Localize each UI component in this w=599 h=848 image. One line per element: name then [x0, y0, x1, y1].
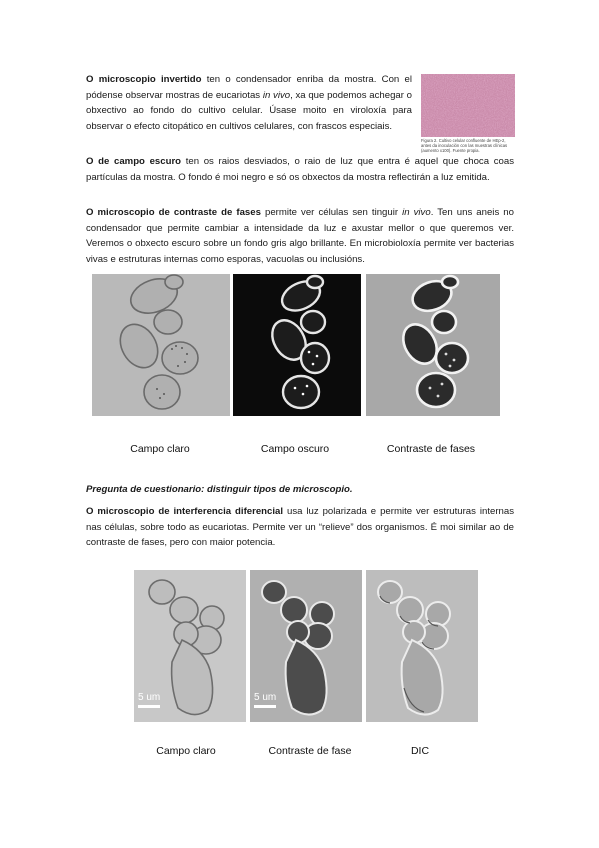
- term-inverted-microscope: O microscopio invertido: [86, 74, 202, 85]
- scale-bar: [254, 705, 276, 708]
- quiz-question: [86, 482, 514, 498]
- paragraph-text: ten os raios desviados, o raio de luz que entra é aquel que choca coas partículas da mostra. O fondo é moi negro e só os obxectos da mostra reflectirán a luz emitida.: [86, 156, 514, 183]
- term-phase-contrast: O microscopio de contraste de fases: [86, 207, 261, 218]
- label-bright-field: Campo claro: [130, 443, 190, 455]
- paragraph-text: , xa que podemos achegar o obxectivo ao fondo do cultivo celular. Úsase moito en viroloxía para observar o efecto citopático en cultivos celulares, con frascos especiais.: [86, 89, 413, 132]
- figure-caption-small: Figura 2. Cultivo celular confluente de HEp-2, antes da inoculación con las muestras clínicas (aumento x100). Fuente propia.: [421, 138, 508, 153]
- italic-term: in vivo: [402, 207, 431, 218]
- paragraph-text: usa luz polarizada e permite ver estruturas internas nas células, sobre todo as eucariotas. Permite ver un “relieve” dos organismos. É moi similar ao de contraste de fases, pero con maior potencia.: [86, 506, 515, 549]
- paragraph-dic: [86, 504, 514, 551]
- micrograph-dic-phase-contrast: [250, 570, 362, 722]
- paragraph-dark-field: [86, 154, 514, 185]
- label-phase-contrast: Contraste de fases: [386, 443, 476, 455]
- quiz-question-text: Pregunta de cuestionario: distinguir tipos de microscopio.: [86, 484, 353, 495]
- micrograph-bright-field: [92, 274, 230, 416]
- micrograph-dic-bright-field: [134, 570, 246, 722]
- label-phase-contrast-2: Contraste de fase: [268, 745, 352, 757]
- paragraph-phase-contrast: [86, 205, 514, 267]
- micrograph-dark-field: [233, 274, 361, 416]
- cell-culture-image: [421, 74, 515, 137]
- paragraph-inverted-microscope: [86, 72, 412, 134]
- scale-label: 5 um: [138, 692, 161, 703]
- micrograph-dic: [366, 570, 478, 722]
- paragraph-text: permite ver células sen tinguir: [260, 207, 403, 218]
- italic-term: in vivo: [262, 89, 291, 101]
- paragraph-text: ten o condensador enriba da mostra. Con el pódense observar mostras de eucariotas: [86, 74, 412, 101]
- micrograph-phase-contrast: [366, 274, 500, 416]
- paragraph-text: . Ten uns aneis no condensador que permite cambiar a intensidade da luz e axustar mellor o que queremos ver. Veremos o obxecto escuro sobre un fondo gris algo brillante. En microbioloxía permite ver bacterias vivas e estruturas internas como esporas, vacuolas ou inclusións.: [86, 207, 514, 265]
- term-dic: O microscopio de interferencia diferencial: [86, 506, 284, 517]
- scale-bar: [138, 705, 160, 708]
- label-dic: DIC: [410, 745, 430, 757]
- term-dark-field: O de campo escuro: [86, 156, 182, 167]
- label-bright-field-2: Campo claro: [156, 745, 216, 757]
- scale-label: 5 um: [254, 692, 277, 703]
- label-dark-field: Campo oscuro: [260, 443, 330, 455]
